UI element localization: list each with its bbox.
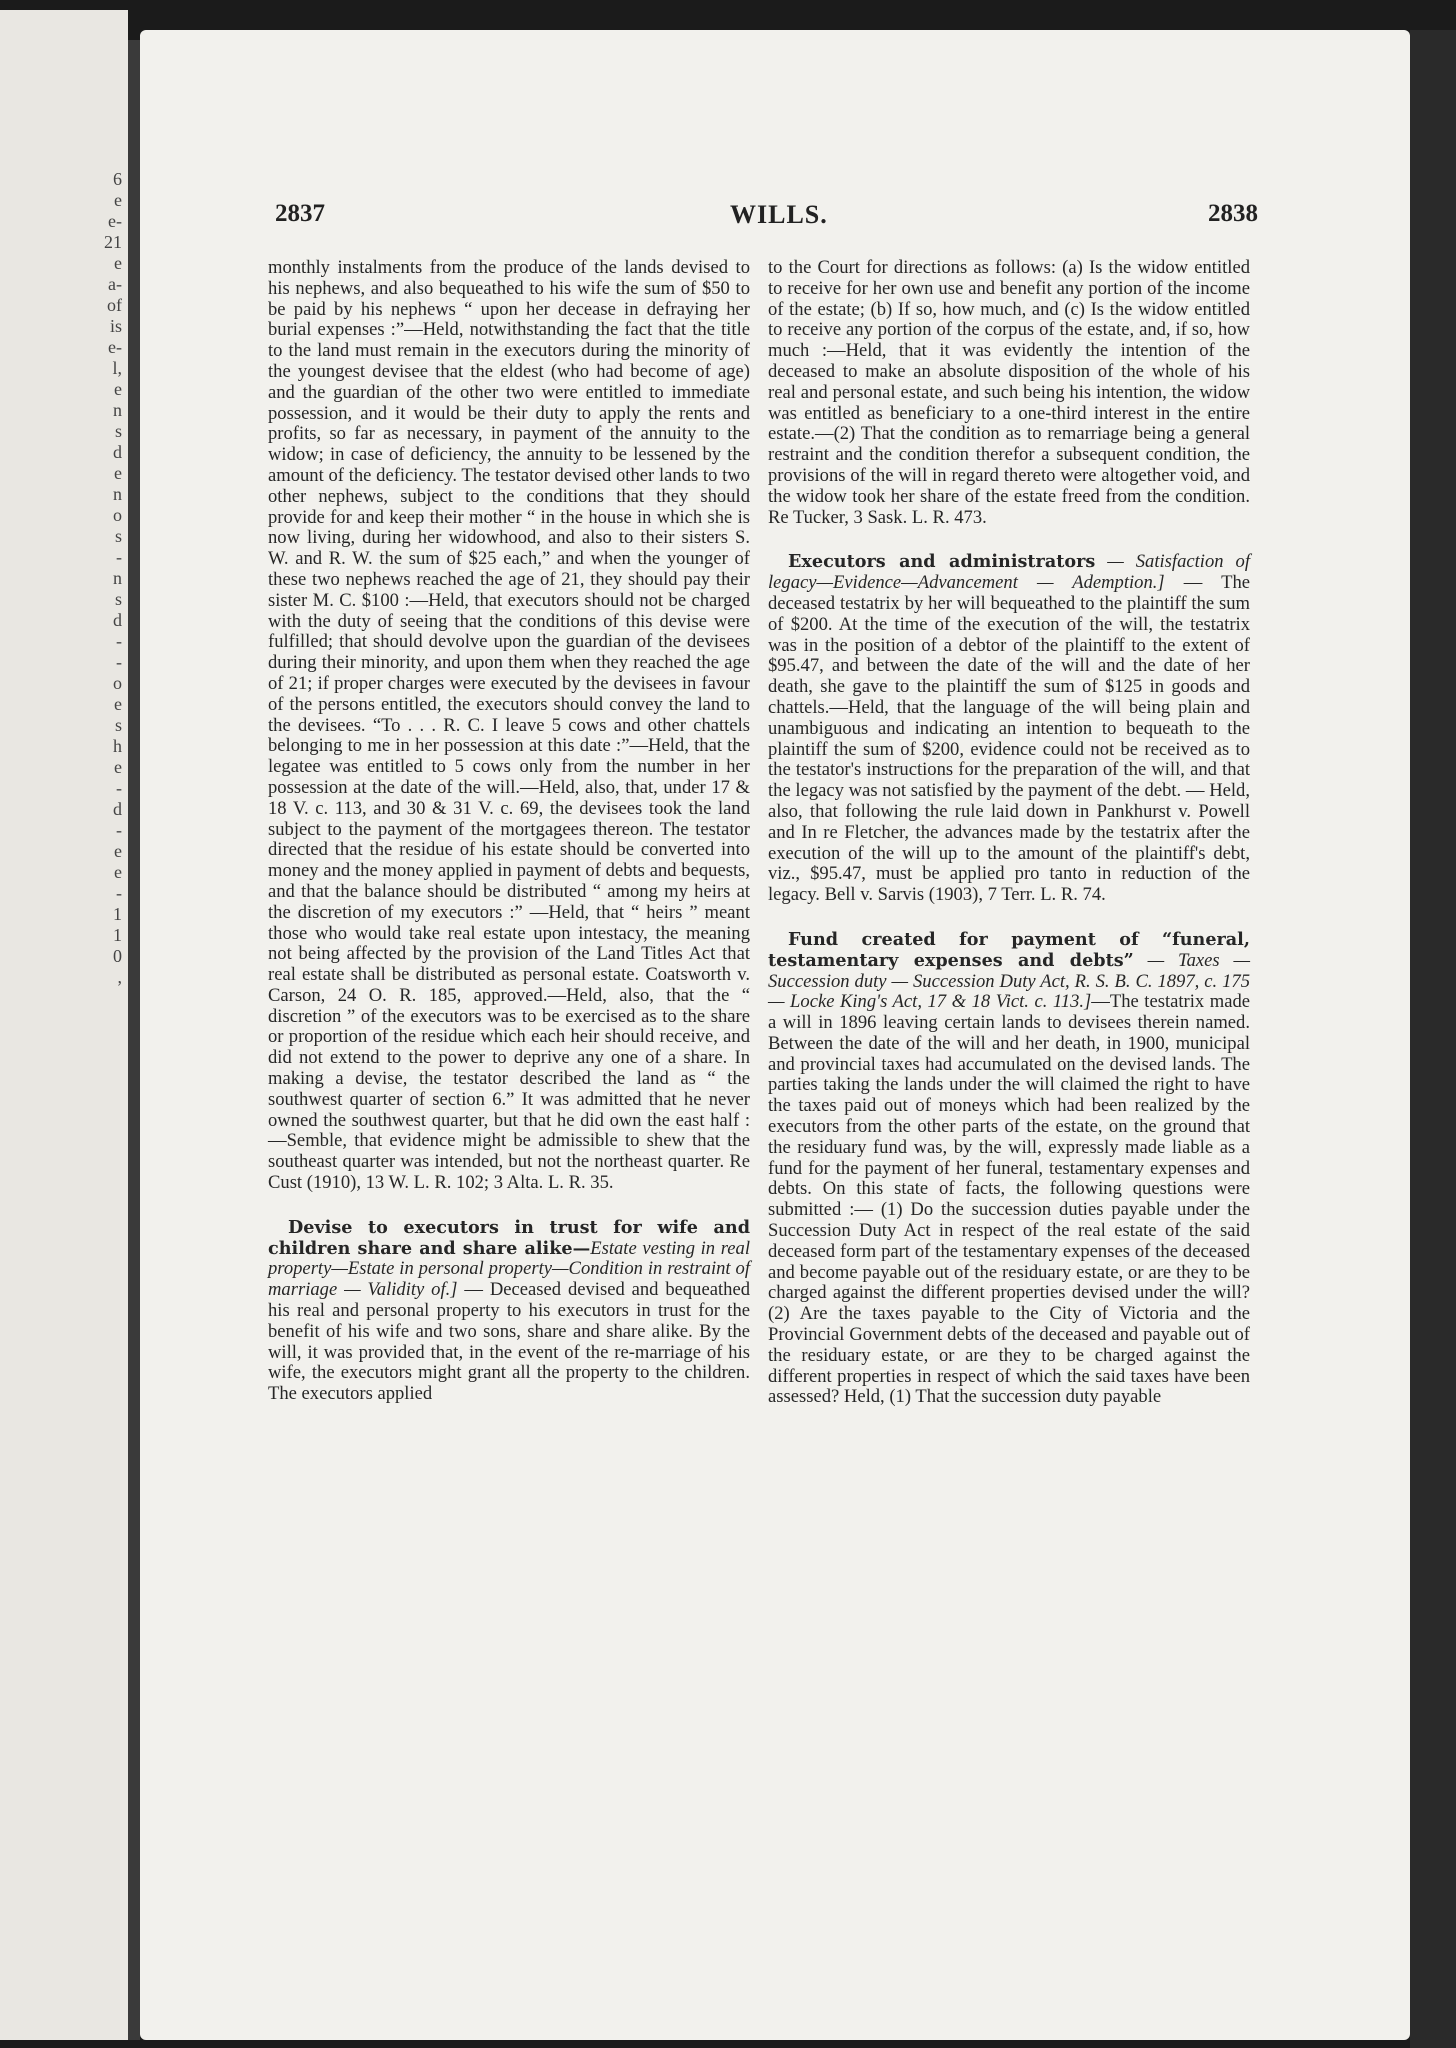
adjacent-page-fragment: - [116,631,122,651]
adjacent-page-fragment: 1 [113,904,122,924]
entry-subheading: Estate vesting in real property—Estate in personal property—Condition in restraint of marriage — Validity of.] [268,1237,750,1301]
adjacent-page-fragment: 1 [113,925,122,945]
adjacent-page-fragment: e [114,190,122,210]
adjacent-page-fragment: a- [108,274,122,294]
entry-heading: Executors and administrators [788,551,1096,573]
adjacent-page-fragment: e- [108,211,122,231]
entry-heading: Fund created for payment of “funeral, testamentary expenses and debts” [768,928,1250,971]
adjacent-page-fragment: e [114,253,122,273]
adjacent-page-fragment: , [117,967,122,987]
adjacent-page-fragment: 21 [104,232,122,252]
adjacent-page-fragment: - [116,652,122,672]
adjacent-page-fragment: - [116,820,122,840]
adjacent-page-fragment: n [113,484,122,504]
left-column [268,258,750,1405]
adjacent-page-fragment: o [113,673,122,693]
adjacent-page-fragment: o [113,505,122,525]
adjacent-page-fragment: n [113,400,122,420]
adjacent-page-edge [0,10,128,2040]
right-paragraph-1: to the Court for directions as follows: (a) Is the widow entitled to receive for her own use and benefit any portion of the income of the estate; (b) If so, how much, and (c) Is the widow entitled to receive any portion of the corpus of the estate, and, if so, how much :—Held, that it was evidently the intention of the deceased to make an absolute disposition of the whole of his real and personal estate, and such being his intention, the widow was entitled as beneficiary to a one-third interest in the entire estate.—(2) That the condition as to remarriage being a general restraint and the condition therefor a subsequent condition, the provisions of the will in regard thereto were altogether void, and the widow took her share of the estate freed from the condition. Re Tucker, 3 Sask. L. R. 473. [768,257,1250,528]
adjacent-page-fragment: l, [112,358,122,378]
adjacent-page-fragment: n [113,568,122,588]
adjacent-page-fragment: h [113,736,122,756]
adjacent-page-fragment: s [114,589,122,609]
entry-body: —The testatrix made a will in 1896 leaving certain lands to devisees therein named. Between the date of the will and her death, in 1900, municipal and provincial taxes had accumulated on the devised lands. The parties taking the lands under the will claimed the right to have the taxes paid out of moneys which had been realized by the executors from the other parts of the estate, on the ground that the residuary fund was, by the will, expressly made liable as a fund for the payment of her funeral, testamentary expenses and debts. On this state of facts, the following questions were submitted :— (1) Do the succession duties payable under the Succession Duty Act in respect of the real estate of the said deceased form part of the testamentary expenses of the deceased and become payable out of the residuary estate, or are they to be charged against the different properties devised under the will? (2) Are the taxes payable to the City of Victoria and the Provincial Government debts of the deceased and payable out of the residuary estate, or are they to be charged against the different properties in respect of which the said taxes have been assessed? Held, (1) That the succession duty payable [768,991,1250,1408]
adjacent-page-fragment: is [109,316,122,336]
running-title: WILLS. [730,200,828,229]
adjacent-page-fragment: e [114,757,122,777]
adjacent-page-fragment: 0 [113,946,122,966]
adjacent-page-fragment: d [113,610,122,630]
adjacent-page-fragment: d [113,799,122,819]
adjacent-page-fragment: e [114,841,122,861]
adjacent-page-fragment: - [116,883,122,903]
entry-subheading: — Taxes — Succession duty — Succession Duty Act, R. S. B. C. 1897, c. 175 — Locke King's Act, 17 & 18 Vict. c. 113.] [768,949,1251,1013]
entry-subheading: — Satisfaction of legacy—Evidence—Advancement — Ademption.] [768,551,1251,594]
right-column [768,258,1250,1408]
adjacent-page-fragment: e [114,463,122,483]
book-spine [128,40,140,2040]
adjacent-page-fragment: s [114,526,122,546]
left-entry-devise-to-executors [268,1218,750,1405]
page-number-right: 2838 [1208,200,1258,227]
adjacent-page-fragment: - [116,778,122,798]
adjacent-page-fragment: d [113,442,122,462]
adjacent-page-fragment: - [116,547,122,567]
adjacent-page-fragment: e- [108,337,122,357]
entry-body: — The deceased testatrix by her will bequeathed to the plaintiff the sum of $200. At the time of the execution of the will, the testatrix was in the position of a debtor of the plaintiff to the extent of $95.47, and between the date of the will and the date of her death, she gave to the plaintiff the sum of $125 in goods and chattels.—Held, that the language of the will being plain and unambiguous and indicating an intention to bequeath to the plaintiff the sum of $200, evidence could not be received as to the testator's instructions for the preparation of the will, and that the legacy was not satisfied by the payment of the debt. — Held, also, that following the rule laid down in Pankhurst v. Powell and In re Fletcher, the advances made by the testatrix after the execution of the will up to the amount of the plaintiff's debt, viz., $95.47, must be applied pro tanto in reduction of the legacy. Bell v. Sarvis (1903), 7 Terr. L. R. 74. [768,572,1250,906]
adjacent-page-fragment: of [107,295,122,315]
right-entry-executors-administrators [768,552,1250,906]
entry-heading: Devise to executors in trust for wife and children share and share alike— [268,1216,750,1259]
adjacent-page-fragment: e [114,694,122,714]
adjacent-page-fragment: 6 [113,169,122,189]
book-page [140,30,1410,2040]
adjacent-page-fragment: s [114,421,122,441]
left-paragraph-1: monthly instalments from the produce of the lands devised to his nephews, and also bequeathed to his wife the sum of $50 to be paid by his nephews “ upon her decease in defraying her burial expenses :”—Held, notwithstanding the fact that the title to the land must remain in the executors during the minority of the youngest devisee that the eldest (who had become of age) and the guardian of the other two were entitled to immediate possession, and it would be their duty to apply the rents and profits, so far as necessary, in payment of the annuity to the widow; in case of deficiency, the annuity to be lessened by the amount of the deficiency. The testator devised other lands to two other nephews, subject to the conditions that they should provide for and keep their mother “ in the house in which she is now living, during her widowhood, and also to their sisters S. W. and R. W. the sum of $25 each,” and when the younger of these two nephews reached the age of 21, they should pay their sister M. C. $100 :—Held, that executors should not be charged with the duty of seeing that the conditions of this devise were fulfilled; that should devolve upon the guardian of the devisees during their minority, and upon them when they reached the age of 21; if proper charges were executed by the devisees in favour of the persons entitled, the executors should convey the land to the devisees. “To . . . R. C. I leave 5 cows and other chattels belonging to me in her possession at this date :”—Held, that the legatee was entitled to 5 cows only from the number in her possession at the date of the will.—Held, also, that, under 17 & 18 V. c. 113, and 30 & 31 V. c. 69, the devisees took the land subject to the payment of the mortgagees thereon. The testator directed that the residue of his estate should be converted into money and the money applied in payment of debts and bequests, and that the balance should be distributed “ among my heirs at the discretion of my executors :” —Held, that “ heirs ” meant those who would take real estate upon intestacy, the meaning not being affected by the provision of the Land Titles Act that real estate shall be distributed as personal estate. Coatsworth v. Carson, 24 O. R. 185, approved.—Held, also, that the “ discretion ” of the executors was to be exercised as to the share or proportion of the residue which each heir should receive, and did not extend to the power to deprive any one of a share. In making a devise, the testator described the land as “ the southwest quarter of section 6.” It was admitted that he never owned the southwest quarter, but that he did own the east half :—Semble, that evidence might be admissible to shew that the southeast quarter was intended, but not the northeast quarter. Re Cust (1910), 13 W. L. R. 102; 3 Alta. L. R. 35. [268,257,750,1194]
right-entry-fund-created [768,930,1250,1408]
adjacent-page-fragment: e [114,862,122,882]
entry-body: — Deceased devised and bequeathed his real and personal property to his executors in trust for the benefit of his wife and two sons, share and share alike. By the will, it was provided that, in the event of the re-marriage of his wife, the executors might grant all the property to the children. The executors applied [268,1279,750,1405]
adjacent-page-fragment: e [114,379,122,399]
scan-background [1410,30,1456,2048]
page-number-left: 2837 [275,200,325,227]
adjacent-page-fragment: s [114,715,122,735]
